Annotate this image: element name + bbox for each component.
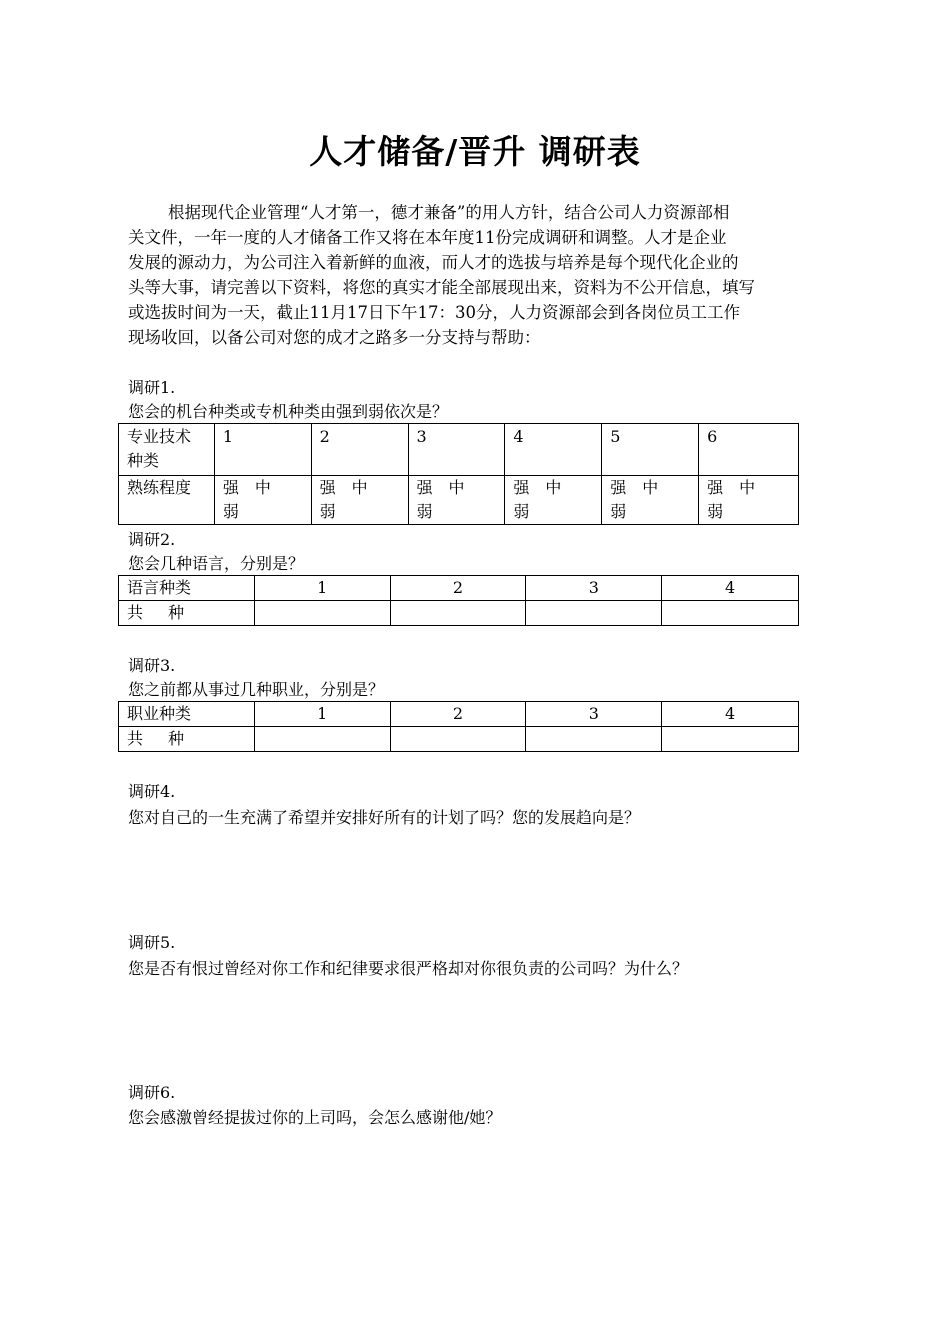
survey3-question: 您之前都从事过几种职业，分别是？ (128, 680, 385, 699)
page-title: 人才储备/晋升 调研表 (309, 132, 641, 171)
table-row (119, 702, 799, 727)
survey2-question: 您会几种语言，分别是？ (128, 554, 305, 573)
survey4-label: 调研4. (128, 782, 176, 801)
survey6-question: 您会感激曾经提拔过你的上司吗，会怎么感谢他/她？ (128, 1108, 502, 1127)
survey6-label: 调研6. (128, 1083, 176, 1102)
table-row (119, 476, 799, 525)
intro-line: 发展的源动力，为公司注入着新鲜的血液，而人才的选拔与培养是每个现代化企业的 (128, 253, 739, 272)
survey1-question: 您会的机台种类或专机种类由强到弱依次是？ (128, 402, 449, 421)
skill-slot-4[interactable]: 4 (505, 424, 602, 476)
skill-slot-1[interactable]: 1 (214, 424, 311, 476)
skill-slot-2[interactable]: 2 (311, 424, 408, 476)
intro-line: 根据现代企业管理“人才第一，德才兼备”的用人方针，结合公司人力资源部相 (168, 203, 730, 222)
survey2-table (118, 575, 799, 626)
language-answer-1[interactable] (254, 601, 390, 626)
intro-line: 关文件，一年一度的人才储备工作又将在本年度11份完成调研和调整。人才是企业 (128, 228, 727, 247)
proficiency-header: 熟练程度 (119, 476, 215, 525)
proficiency-options-2[interactable]: 强 中弱 (311, 476, 408, 525)
language-slot-2[interactable]: 2 (390, 576, 526, 601)
proficiency-options-5[interactable]: 强 中弱 (602, 476, 699, 525)
job-slot-4[interactable]: 4 (662, 702, 799, 727)
language-answer-4[interactable] (662, 601, 799, 626)
intro-line: 或选拔时间为一天，截止11月17日下午17：30分，人力资源部会到各岗位员工工作 (128, 303, 740, 322)
job-slot-3[interactable]: 3 (526, 702, 662, 727)
proficiency-options-6[interactable]: 强 中弱 (699, 476, 799, 525)
language-total-header: 共 种 (119, 601, 255, 626)
survey5-label: 调研5. (128, 933, 176, 952)
language-slot-3[interactable]: 3 (526, 576, 662, 601)
job-answer-3[interactable] (526, 727, 662, 752)
language-slot-4[interactable]: 4 (662, 576, 799, 601)
survey3-table (118, 701, 799, 752)
table-row (119, 576, 799, 601)
job-slot-2[interactable]: 2 (390, 702, 526, 727)
table-row (119, 601, 799, 626)
intro-line: 现场收回，以备公司对您的成才之路多一分支持与帮助： (128, 328, 541, 347)
job-type-header: 职业种类 (119, 702, 255, 727)
language-slot-1[interactable]: 1 (254, 576, 390, 601)
language-answer-3[interactable] (526, 601, 662, 626)
skill-type-header: 专业技术 种类 (119, 424, 215, 476)
intro-paragraph (128, 200, 824, 350)
intro-line: 头等大事，请完善以下资料，将您的真实才能全部展现出来，资料为不公开信息，填写 (128, 278, 755, 297)
job-answer-2[interactable] (390, 727, 526, 752)
skill-slot-3[interactable]: 3 (408, 424, 505, 476)
survey5-question: 您是否有恨过曾经对你工作和纪律要求很严格却对你很负责的公司吗？为什么？ (128, 959, 689, 978)
survey1-label: 调研1. (128, 378, 176, 397)
survey4-question: 您对自己的一生充满了希望并安排好所有的计划了吗？您的发展趋向是？ (128, 808, 641, 827)
proficiency-options-1[interactable]: 强 中弱 (214, 476, 311, 525)
table-row (119, 424, 799, 476)
skill-slot-6[interactable]: 6 (699, 424, 799, 476)
proficiency-options-3[interactable]: 强 中弱 (408, 476, 505, 525)
survey3-label: 调研3. (128, 656, 176, 675)
job-answer-1[interactable] (254, 727, 390, 752)
skill-slot-5[interactable]: 5 (602, 424, 699, 476)
proficiency-options-4[interactable]: 强 中弱 (505, 476, 602, 525)
table-row (119, 727, 799, 752)
language-answer-2[interactable] (390, 601, 526, 626)
job-total-header: 共 种 (119, 727, 255, 752)
job-slot-1[interactable]: 1 (254, 702, 390, 727)
language-type-header: 语言种类 (119, 576, 255, 601)
job-answer-4[interactable] (662, 727, 799, 752)
survey2-label: 调研2. (128, 530, 176, 549)
survey1-table (118, 423, 799, 525)
